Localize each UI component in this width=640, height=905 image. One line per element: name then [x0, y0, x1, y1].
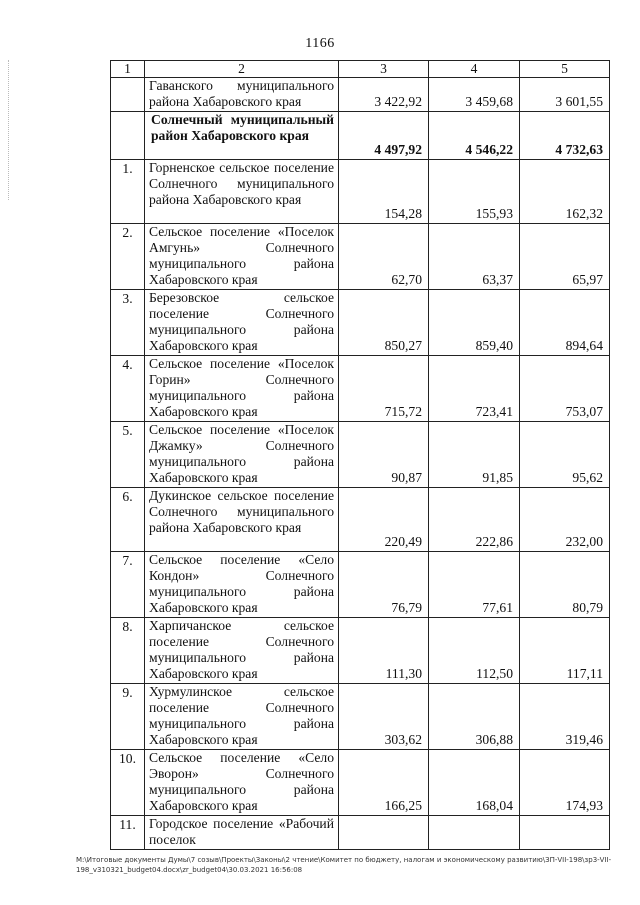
- value-col5-cell: 174,93: [520, 750, 610, 816]
- value-col3-cell: 62,70: [339, 224, 429, 290]
- value-col5-cell: 3 601,55: [520, 78, 610, 112]
- municipality-name-cell: Сельское поселение «Поселок Амгунь» Солнечного муниципального района Хабаровского края: [145, 224, 339, 290]
- value-col4-cell: 77,61: [429, 552, 520, 618]
- budget-table: [110, 60, 610, 850]
- value-col5-cell: 319,46: [520, 684, 610, 750]
- value-col3-cell: 220,49: [339, 488, 429, 552]
- value-col3-cell: 303,62: [339, 684, 429, 750]
- page-number: 1166: [305, 36, 335, 51]
- table-row: [111, 684, 610, 750]
- value-col3-cell: 166,25: [339, 750, 429, 816]
- value-col4-cell: 306,88: [429, 684, 520, 750]
- document-path-footer: М:\Итоговые документы Думы\7 созыв\Проекты\Законы\2 чтение\Комитет по бюджету, налогам и экономическому развитию\ЗП-VII-198\зр3-VII-198_v310321_budget04.docx\zr_budget04\30.03.2021 16:56:08: [76, 856, 612, 874]
- value-col5-cell: 894,64: [520, 290, 610, 356]
- value-col3-cell: 111,30: [339, 618, 429, 684]
- row-number-cell: 6.: [111, 488, 145, 552]
- value-col5-cell: 232,00: [520, 488, 610, 552]
- table-row: [111, 78, 610, 112]
- municipality-name-cell: Хурмулинское сельское поселение Солнечного муниципального района Хабаровского края: [145, 684, 339, 750]
- row-number-cell: 7.: [111, 552, 145, 618]
- municipality-name-cell: Сельское поселение «Село Эворон» Солнечного муниципального района Хабаровского края: [145, 750, 339, 816]
- header-cell-5: 5: [520, 61, 610, 78]
- value-col5-cell: 95,62: [520, 422, 610, 488]
- value-col3-cell: 76,79: [339, 552, 429, 618]
- table-header-row: [111, 61, 610, 78]
- value-col5-cell: 162,32: [520, 160, 610, 224]
- value-col5-cell: [520, 816, 610, 850]
- row-number-cell: 10.: [111, 750, 145, 816]
- table-row: [111, 422, 610, 488]
- value-col3-cell: 90,87: [339, 422, 429, 488]
- value-col4-cell: 168,04: [429, 750, 520, 816]
- scan-margin-mark: [8, 60, 10, 200]
- row-number-cell: 1.: [111, 160, 145, 224]
- municipality-name-cell: Дукинское сельское поселение Солнечного муниципального района Хабаровского края: [145, 488, 339, 552]
- municipality-name-cell: Сельское поселение «Поселок Джамку» Солнечного муниципального района Хабаровского края: [145, 422, 339, 488]
- municipality-name-cell: Солнечный муниципальный район Хабаровского края: [145, 112, 339, 160]
- table-row: [111, 224, 610, 290]
- row-number-cell: 8.: [111, 618, 145, 684]
- table-row: [111, 618, 610, 684]
- value-col3-cell: 4 497,92: [339, 112, 429, 160]
- row-number-cell: 2.: [111, 224, 145, 290]
- row-number-cell: 3.: [111, 290, 145, 356]
- value-col3-cell: [339, 816, 429, 850]
- table-row: [111, 816, 610, 850]
- table-row: [111, 290, 610, 356]
- value-col3-cell: 715,72: [339, 356, 429, 422]
- table-row: [111, 160, 610, 224]
- municipality-name-cell: Сельское поселение «Село Кондон» Солнечного муниципального района Хабаровского края: [145, 552, 339, 618]
- municipality-name-cell: Сельское поселение «Поселок Горин» Солнечного муниципального района Хабаровского края: [145, 356, 339, 422]
- value-col4-cell: 4 546,22: [429, 112, 520, 160]
- value-col5-cell: 80,79: [520, 552, 610, 618]
- value-col4-cell: 222,86: [429, 488, 520, 552]
- municipality-name-cell: Харпичанское сельское поселение Солнечного муниципального района Хабаровского края: [145, 618, 339, 684]
- row-number-cell: 5.: [111, 422, 145, 488]
- value-col3-cell: 154,28: [339, 160, 429, 224]
- value-col5-cell: 117,11: [520, 618, 610, 684]
- row-number-cell: [111, 112, 145, 160]
- municipality-name-cell: Горненское сельское поселение Солнечного муниципального района Хабаровского края: [145, 160, 339, 224]
- table-row: [111, 488, 610, 552]
- value-col4-cell: [429, 816, 520, 850]
- value-col4-cell: 155,93: [429, 160, 520, 224]
- budget-table-body: [111, 61, 610, 850]
- municipality-name-cell: Городское поселение «Рабочий поселок: [145, 816, 339, 850]
- header-cell-1: 1: [111, 61, 145, 78]
- value-col4-cell: 63,37: [429, 224, 520, 290]
- value-col4-cell: 3 459,68: [429, 78, 520, 112]
- value-col5-cell: 753,07: [520, 356, 610, 422]
- row-number-cell: 9.: [111, 684, 145, 750]
- municipality-name-cell: Гаванского муниципального района Хабаровского края: [145, 78, 339, 112]
- value-col4-cell: 112,50: [429, 618, 520, 684]
- header-cell-3: 3: [339, 61, 429, 78]
- value-col5-cell: 65,97: [520, 224, 610, 290]
- header-cell-4: 4: [429, 61, 520, 78]
- value-col4-cell: 859,40: [429, 290, 520, 356]
- value-col4-cell: 91,85: [429, 422, 520, 488]
- table-row: [111, 750, 610, 816]
- table-row: [111, 552, 610, 618]
- value-col5-cell: 4 732,63: [520, 112, 610, 160]
- value-col3-cell: 850,27: [339, 290, 429, 356]
- row-number-cell: 4.: [111, 356, 145, 422]
- row-number-cell: [111, 78, 145, 112]
- header-cell-2: 2: [145, 61, 339, 78]
- value-col3-cell: 3 422,92: [339, 78, 429, 112]
- value-col4-cell: 723,41: [429, 356, 520, 422]
- row-number-cell: 11.: [111, 816, 145, 850]
- municipality-name-cell: Березовское сельское поселение Солнечного муниципального района Хабаровского края: [145, 290, 339, 356]
- table-row: [111, 356, 610, 422]
- table-row: [111, 112, 610, 160]
